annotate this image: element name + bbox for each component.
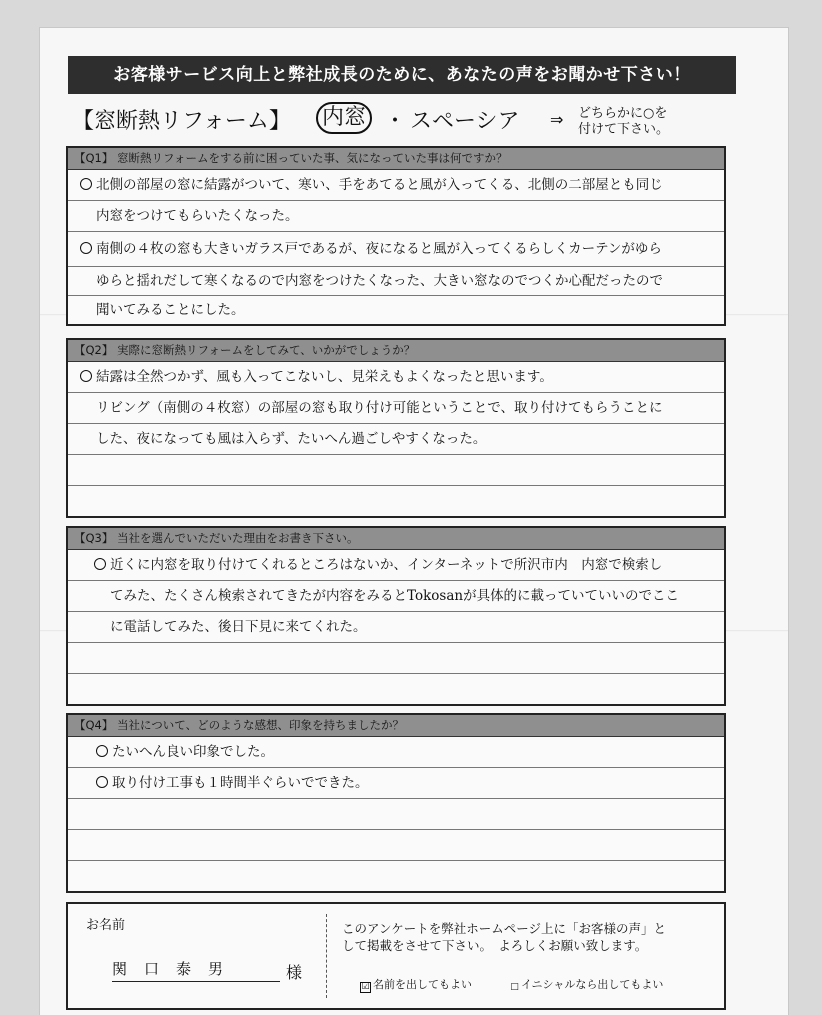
answer-line[interactable]: した、夜になっても風は入らず、たいへん過ごしやすくなった。 [68, 424, 724, 455]
circle-bullet-icon [96, 745, 108, 757]
name-ok-label: 名前を出してもよい [373, 978, 472, 991]
answer-line[interactable]: たいへん良い印象でした。 [68, 737, 724, 768]
circle-bullet-icon [80, 242, 92, 254]
answer-line-empty[interactable] [68, 674, 724, 704]
publish-line: して掲載をさせて下さい。 よろしくお願い致します。 [342, 938, 648, 953]
answer-line[interactable]: てみた、たくさん検索されてきたが内容をみるとTokosanが具体的に載っていていいのでここ [68, 581, 724, 612]
question-4-box [66, 713, 726, 893]
answer-line[interactable]: 聞いてみることにした。 [96, 302, 245, 318]
name-label: お名前 [86, 918, 126, 933]
honorific: 様 [286, 963, 303, 982]
checked-box-icon: ☑ [361, 982, 370, 992]
answer-line[interactable]: 南側の４枚の窓も大きいガラス戸であるが、夜になると風が入ってくるらしくカーテンがゆら [68, 232, 724, 267]
answer-line-empty[interactable] [68, 643, 724, 674]
name-field[interactable]: 関口泰男 [112, 958, 280, 982]
answer-line-empty[interactable] [68, 861, 724, 891]
answer-line-empty[interactable] [68, 830, 724, 861]
circle-bullet-icon [94, 558, 106, 570]
question-1-box [66, 146, 726, 326]
respondent-footer [66, 902, 726, 1010]
answer-line-empty[interactable] [68, 799, 724, 830]
answer-line[interactable]: 結露は全然つかず、風も入ってこないし、見栄えもよくなったと思います。 [68, 362, 724, 393]
publish-consent-text [342, 920, 712, 954]
question-1-heading: 【Q1】 窓断熱リフォームをする前に困っていた事、気になっていた事は何ですか？ [68, 148, 724, 170]
answer-line[interactable]: リビング（南側の４枚窓）の部屋の窓も取り付け可能ということで、取り付けてもらうことに [68, 393, 724, 424]
answer-line[interactable]: ゆらと揺れだして寒くなるので内窓をつけたくなった、大きい窓なのでつくか心配だったので [68, 267, 724, 296]
answer-line[interactable]: 取り付け工事も１時間半ぐらいでできた。 [68, 768, 724, 799]
question-3-box [66, 526, 726, 706]
question-2-box [66, 338, 726, 518]
publish-line: このアンケートを弊社ホームページ上に「お客様の声」と [342, 921, 667, 936]
answer-line-empty[interactable] [68, 486, 724, 516]
circle-bullet-icon [80, 178, 92, 190]
product-title: 【窓断熱リフォーム】 [72, 109, 291, 134]
initial-ok-checkbox[interactable] [510, 976, 663, 992]
question-4-heading: 【Q4】 当社について、どのような感想、印象を持ちましたか？ [68, 715, 724, 737]
footer-divider [326, 914, 327, 998]
option-inner-window-circled[interactable]: 内窓 [316, 102, 372, 134]
empty-box-icon: □ [510, 982, 519, 992]
answer-line-empty[interactable] [68, 455, 724, 486]
circle-bullet-icon [96, 776, 108, 788]
answer-line[interactable]: 内窓をつけてもらいたくなった。 [68, 201, 724, 232]
initial-ok-label: イニシャルなら出してもよい [521, 978, 664, 991]
circle-bullet-icon [80, 370, 92, 382]
circle-instruction [578, 106, 718, 138]
header-banner: お客様サービス向上と弊社成長のために、あなたの声をお聞かせ下さい！ [68, 56, 736, 94]
answer-line[interactable]: 北側の部屋の窓に結露がついて、寒い、手をあてると風が入ってくる、北側の二部屋とも同じ [68, 170, 724, 201]
product-selector [72, 102, 732, 142]
option-separator: ・ [384, 109, 407, 134]
option-spacia[interactable]: スペーシア [410, 109, 520, 134]
instruction-line: 付けて下さい。 [578, 122, 670, 137]
answer-line[interactable]: 近くに内窓を取り付けてくれるところはないか、インターネットで所沢市内 内窓で検索し [68, 550, 724, 581]
question-2-heading: 【Q2】 実際に窓断熱リフォームをしてみて、いかがでしょうか？ [68, 340, 724, 362]
answer-line[interactable]: に電話してみた、後日下見に来てくれた。 [68, 612, 724, 643]
arrow-icon: ⇒ [550, 110, 564, 129]
instruction-line: どちらかに○を [578, 106, 668, 121]
name-ok-checkbox[interactable] [360, 976, 472, 993]
question-3-heading: 【Q3】 当社を選んでいただいた理由をお書き下さい。 [68, 528, 724, 550]
